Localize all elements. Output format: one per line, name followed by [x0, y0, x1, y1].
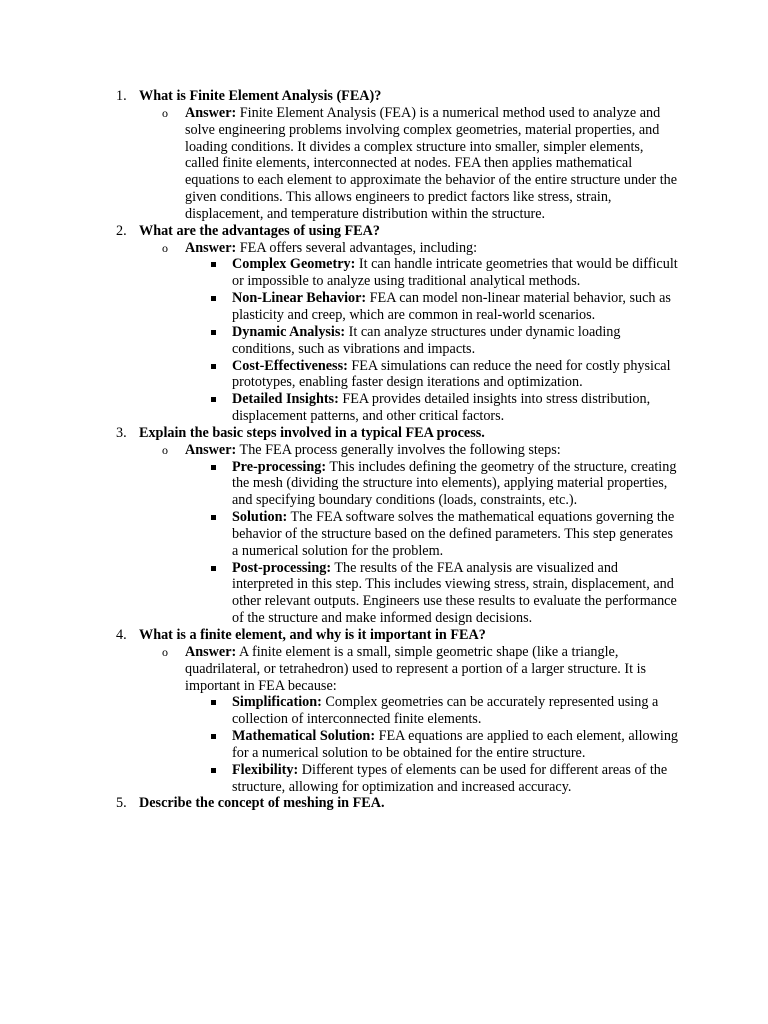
square-bullet-icon [211, 700, 216, 705]
list-item [185, 391, 678, 425]
answer-label: Answer: [185, 643, 237, 660]
question-item [0, 223, 768, 425]
answer-block [139, 105, 678, 223]
answer-text: The FEA process generally involves the following steps: [239, 441, 561, 458]
question-title: Explain the basic steps involved in a typical FEA process. [139, 424, 485, 441]
list-item [185, 256, 678, 290]
question-title: Describe the concept of meshing in FEA. [139, 795, 385, 812]
point-label: Solution: [232, 509, 288, 526]
point-label: Simplification: [232, 694, 322, 711]
point-label: Cost-Effectiveness: [232, 357, 348, 374]
point-label: Detailed Insights: [232, 391, 339, 408]
square-bullet-icon [211, 397, 216, 402]
circle-bullet-icon: o [162, 644, 168, 659]
point-text: FEA equations are applied to each element, allowing for a numerical solution to be obtained for the entire structure. [232, 728, 679, 761]
square-bullet-icon [211, 296, 216, 301]
point-list [185, 256, 678, 424]
list-item [185, 728, 678, 762]
square-bullet-icon [211, 262, 216, 267]
question-item [0, 795, 768, 812]
point-text: It can handle intricate geometries that would be difficult or impossible to analyze using traditional analytical methods. [232, 256, 678, 290]
question-number: 4. [116, 627, 127, 643]
answer-text: A finite element is a small, simple geometric shape (like a triangle, quadrilateral, or tetrahedron) used to represent a portion of a larger structure. It is important in FEA because: [185, 643, 647, 694]
answer-text: Finite Element Analysis (FEA) is a numerical method used to analyze and solve engineering problems involving complex geometries, material properties, and loading conditions. It divides a complex structure into smaller, simpler elements, called finite elements, interconnected at nodes. FEA then applies mathematical equations to each element to approximate the behavior of the entire structure under the given conditions. This allows engineers to predict factors like stress, strain, displacement, and temperature distribution within the structure. [185, 104, 678, 222]
question-title: What are the advantages of using FEA? [139, 222, 380, 239]
answer-paragraph [185, 644, 678, 695]
point-label: Non-Linear Behavior: [232, 290, 367, 307]
question-item [0, 88, 768, 223]
circle-bullet-icon: o [162, 105, 168, 120]
answer-paragraph [185, 240, 678, 257]
question-number: 1. [116, 88, 127, 104]
point-text: The results of the FEA analysis are visualized and interpreted in this step. This includes viewing stress, strain, displacement, and other relevant outputs. Engineers use these results to evaluate the performance of the structure and make informed design decisions. [232, 559, 677, 627]
list-item [185, 560, 678, 627]
point-label: Complex Geometry: [232, 256, 356, 273]
answer-paragraph [185, 105, 678, 223]
question-item [0, 627, 768, 795]
square-bullet-icon [211, 465, 216, 470]
list-item [185, 509, 678, 560]
point-text: Different types of elements can be used for different areas of the structure, allowing for optimization and increased accuracy. [232, 761, 668, 795]
question-list [0, 88, 768, 812]
square-bullet-icon [211, 330, 216, 335]
answer-paragraph [185, 442, 678, 459]
list-item [185, 694, 678, 728]
answer-block [139, 442, 678, 627]
square-bullet-icon [211, 566, 216, 571]
point-text: It can analyze structures under dynamic loading conditions, such as vibrations and impacts. [232, 323, 621, 357]
point-label: Post-processing: [232, 559, 332, 576]
point-text: This includes defining the geometry of the structure, creating the mesh (dividing the structure into elements), applying material properties, and specifying boundary conditions (loads, constraints, etc.). [232, 458, 677, 509]
list-item [185, 358, 678, 392]
document-page [0, 88, 768, 812]
answer-block [139, 644, 678, 796]
question-title: What is Finite Element Analysis (FEA)? [139, 88, 382, 104]
answer-block [139, 240, 678, 425]
point-text: Complex geometries can be accurately represented using a collection of interconnected finite elements. [232, 694, 659, 728]
question-item [0, 425, 768, 627]
point-text: FEA provides detailed insights into stress distribution, displacement patterns, and other critical factors. [232, 391, 651, 425]
list-item [185, 324, 678, 358]
question-number: 3. [116, 424, 127, 441]
point-label: Dynamic Analysis: [232, 323, 346, 340]
square-bullet-icon [211, 734, 216, 739]
square-bullet-icon [211, 515, 216, 520]
question-number: 2. [116, 222, 127, 239]
list-item [185, 290, 678, 324]
point-label: Pre-processing: [232, 458, 327, 475]
answer-label: Answer: [185, 239, 237, 256]
circle-bullet-icon: o [162, 240, 168, 255]
point-list [185, 694, 678, 795]
question-number: 5. [116, 795, 127, 812]
point-list [185, 459, 678, 627]
point-text: FEA can model non-linear material behavior, such as plasticity and creep, which are common in real-world scenarios. [232, 290, 671, 323]
square-bullet-icon [211, 768, 216, 773]
point-label: Flexibility: [232, 761, 299, 778]
answer-label: Answer: [185, 441, 237, 458]
point-text: FEA simulations can reduce the need for costly physical prototypes, enabling faster design iterations and optimization. [232, 357, 671, 391]
answer-label: Answer: [185, 104, 237, 121]
answer-text: FEA offers several advantages, including: [239, 239, 478, 256]
list-item [185, 762, 678, 796]
question-title: What is a finite element, and why is it important in FEA? [139, 627, 486, 643]
list-item [185, 459, 678, 510]
circle-bullet-icon: o [162, 442, 168, 457]
square-bullet-icon [211, 364, 216, 369]
point-label: Mathematical Solution: [232, 728, 376, 745]
point-text: The FEA software solves the mathematical equations governing the behavior of the structure based on the defined parameters. This step generates a numerical solution for the problem. [232, 509, 675, 559]
